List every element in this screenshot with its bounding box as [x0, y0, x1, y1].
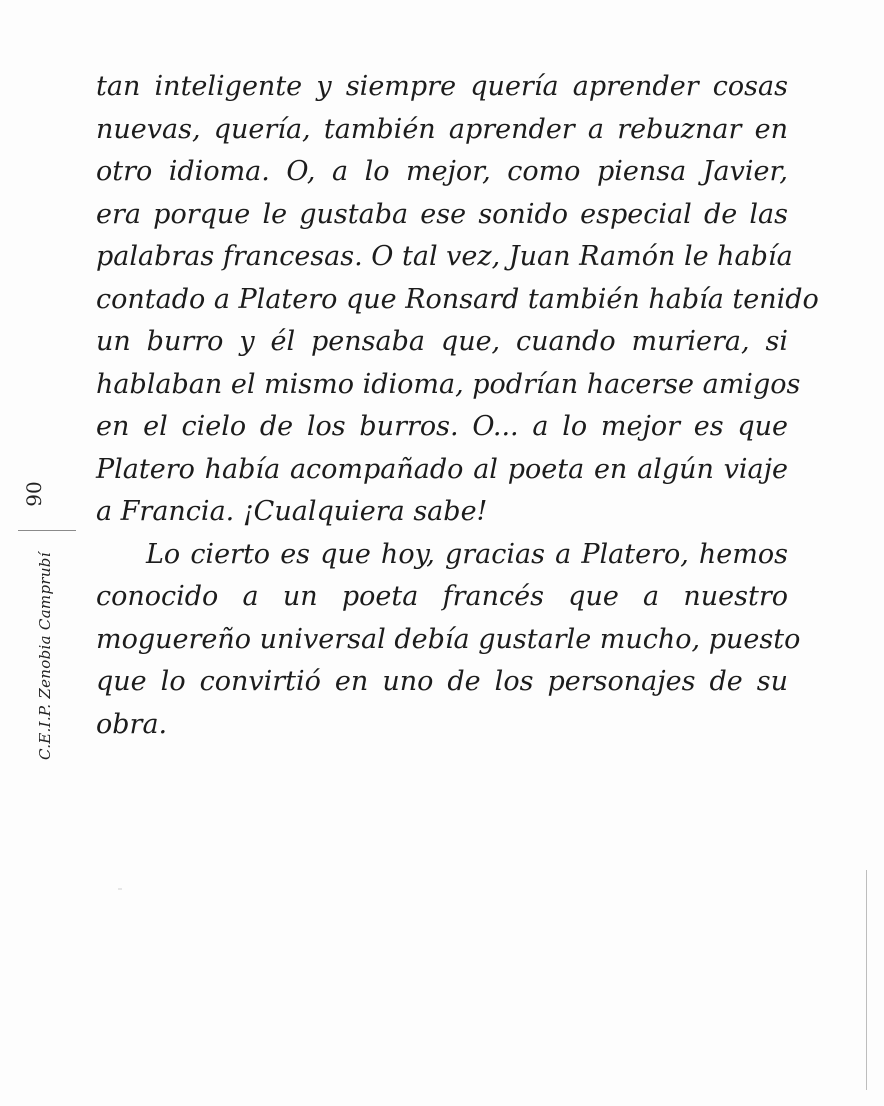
text-line-last: obra.: [96, 708, 168, 740]
text-line: palabras francesas. O tal vez, Juan Ramón le había: [96, 241, 793, 272]
body-text: [96, 66, 819, 746]
text-line: moguereño universal debía gustarle mucho, puesto: [96, 623, 801, 655]
text-line: conocido a un poeta francés que a nuestro: [96, 581, 788, 612]
text-line: contado a Platero que Ronsard también había tenido: [96, 283, 819, 315]
text-line: que lo convirtió en uno de los personajes de su: [96, 666, 788, 697]
text-line: Platero había acompañado al poeta en algún viaje: [96, 453, 788, 485]
author-text: C.E.I.P. Zenobia Camprubí: [36, 552, 54, 760]
scan-edge-line: [866, 870, 867, 1090]
text-line: en el cielo de los burros. O... a lo mejor es que: [96, 411, 788, 442]
paragraph-2: [96, 534, 801, 747]
text-line-last: a Francia. ¡Cualquiera sabe!: [96, 496, 488, 527]
margin-divider: [18, 530, 76, 531]
text-line: otro idioma. O, a lo mejor, como piensa Javier,: [96, 156, 788, 187]
page-number: 90: [22, 481, 46, 507]
text-line: nuevas, quería, también aprender a rebuznar en: [96, 113, 788, 145]
paragraph-1: [96, 66, 819, 534]
text-line: hablaban el mismo idioma, podrían hacerse amigos: [96, 368, 801, 400]
text-line: era porque le gustaba ese sonido especial de las: [96, 198, 788, 230]
scan-mark: [118, 888, 122, 890]
text-line-indented: Lo cierto es que hoy, gracias a Platero, hemos: [146, 538, 788, 570]
page-margin: [0, 470, 70, 770]
text-line: un burro y él pensaba que, cuando muriera, si: [96, 326, 788, 357]
text-line: tan inteligente y siempre quería aprender cosas: [96, 71, 788, 102]
